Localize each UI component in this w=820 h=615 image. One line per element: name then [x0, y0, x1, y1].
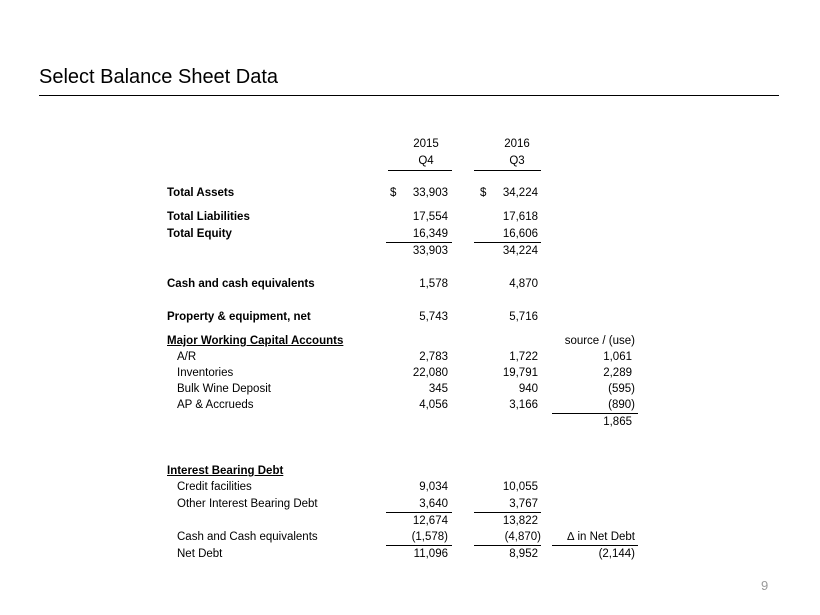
wc-row-label: Bulk Wine Deposit	[177, 383, 271, 395]
source-use-header: source / (use)	[564, 335, 635, 347]
col1-quarter-header: Q4	[418, 155, 434, 167]
net-debt-label: Net Debt	[177, 548, 223, 560]
wc-row-label: AP & Accrueds	[177, 399, 254, 411]
wc-row-2016: 1,722	[509, 351, 538, 363]
total-liabilities-2016: 17,618	[502, 211, 538, 223]
credit-facilities-2015: 9,034	[419, 481, 448, 493]
col1-year-header: 2015	[413, 138, 439, 150]
wc-row-2015: 2,783	[419, 351, 448, 363]
currency-symbol: $	[480, 187, 487, 199]
cash-2015: 1,578	[419, 278, 448, 290]
debt-cash-2015: (1,578)	[411, 531, 448, 543]
col1-header-rule	[388, 170, 452, 171]
total-liabilities-label: Total Liabilities	[167, 211, 250, 223]
credit-facilities-label: Credit facilities	[177, 481, 252, 493]
title-underline	[39, 95, 779, 96]
wc-row-source-use: (595)	[608, 383, 635, 395]
wc-total-rule	[552, 413, 638, 414]
net-debt-change: (2,144)	[598, 548, 635, 560]
total-liabilities-2015: 17,554	[412, 211, 448, 223]
net-debt-2016: 8,952	[509, 548, 538, 560]
wc-row-2016: 940	[518, 383, 538, 395]
debt-subtotal-2015: 12,674	[412, 515, 448, 527]
wc-row-2015: 22,080	[412, 367, 448, 379]
wc-row-label: Inventories	[177, 367, 234, 379]
other-debt-2016: 3,767	[509, 498, 538, 510]
net-debt-rule	[552, 545, 638, 546]
sum-rule	[386, 242, 452, 243]
wc-row-2016: 3,166	[509, 399, 538, 411]
wc-row-2015: 4,056	[419, 399, 448, 411]
credit-facilities-2016: 10,055	[502, 481, 538, 493]
total-assets-2015: 33,903	[412, 187, 448, 199]
delta-net-debt-label: ∆ in Net Debt	[567, 531, 635, 543]
debt-cash-label: Cash and Cash equivalents	[177, 531, 318, 543]
col2-quarter-header: Q3	[509, 155, 525, 167]
wc-row-source-use: 1,061	[603, 351, 632, 363]
net-debt-rule	[386, 545, 452, 546]
wc-row-2016: 19,791	[502, 367, 538, 379]
other-debt-label: Other Interest Bearing Debt	[177, 498, 318, 510]
page-number: 9	[761, 578, 769, 593]
net-debt-rule	[474, 545, 541, 546]
liab-equity-sum-2016: 34,224	[502, 245, 538, 257]
cash-2016: 4,870	[509, 278, 538, 290]
liab-equity-sum-2015: 33,903	[412, 245, 448, 257]
ppe-2016: 5,716	[509, 311, 538, 323]
debt-cash-2016: (4,870)	[504, 531, 541, 543]
wc-row-2015: 345	[428, 383, 448, 395]
currency-symbol: $	[390, 187, 397, 199]
debt-heading: Interest Bearing Debt	[167, 465, 284, 477]
wc-row-label: A/R	[177, 351, 197, 363]
total-assets-2016: 34,224	[502, 187, 538, 199]
total-equity-2015: 16,349	[412, 228, 448, 240]
ppe-label: Property & equipment, net	[167, 311, 311, 323]
col2-header-rule	[474, 170, 541, 171]
cash-label: Cash and cash equivalents	[167, 278, 315, 290]
sum-rule	[474, 242, 541, 243]
working-capital-heading: Major Working Capital Accounts	[167, 335, 344, 347]
net-debt-2015: 11,096	[413, 548, 448, 560]
wc-total: 1,865	[603, 416, 632, 428]
wc-row-source-use: 2,289	[603, 367, 632, 379]
ppe-2015: 5,743	[419, 311, 448, 323]
debt-subtotal-rule	[474, 512, 541, 513]
other-debt-2015: 3,640	[419, 498, 448, 510]
debt-subtotal-rule	[386, 512, 452, 513]
page-title: Select Balance Sheet Data	[39, 66, 279, 88]
total-assets-label: Total Assets	[167, 187, 235, 199]
col2-year-header: 2016	[504, 138, 530, 150]
total-equity-2016: 16,606	[502, 228, 538, 240]
total-equity-label: Total Equity	[167, 228, 232, 240]
wc-row-source-use: (890)	[608, 399, 635, 411]
debt-subtotal-2016: 13,822	[502, 515, 538, 527]
